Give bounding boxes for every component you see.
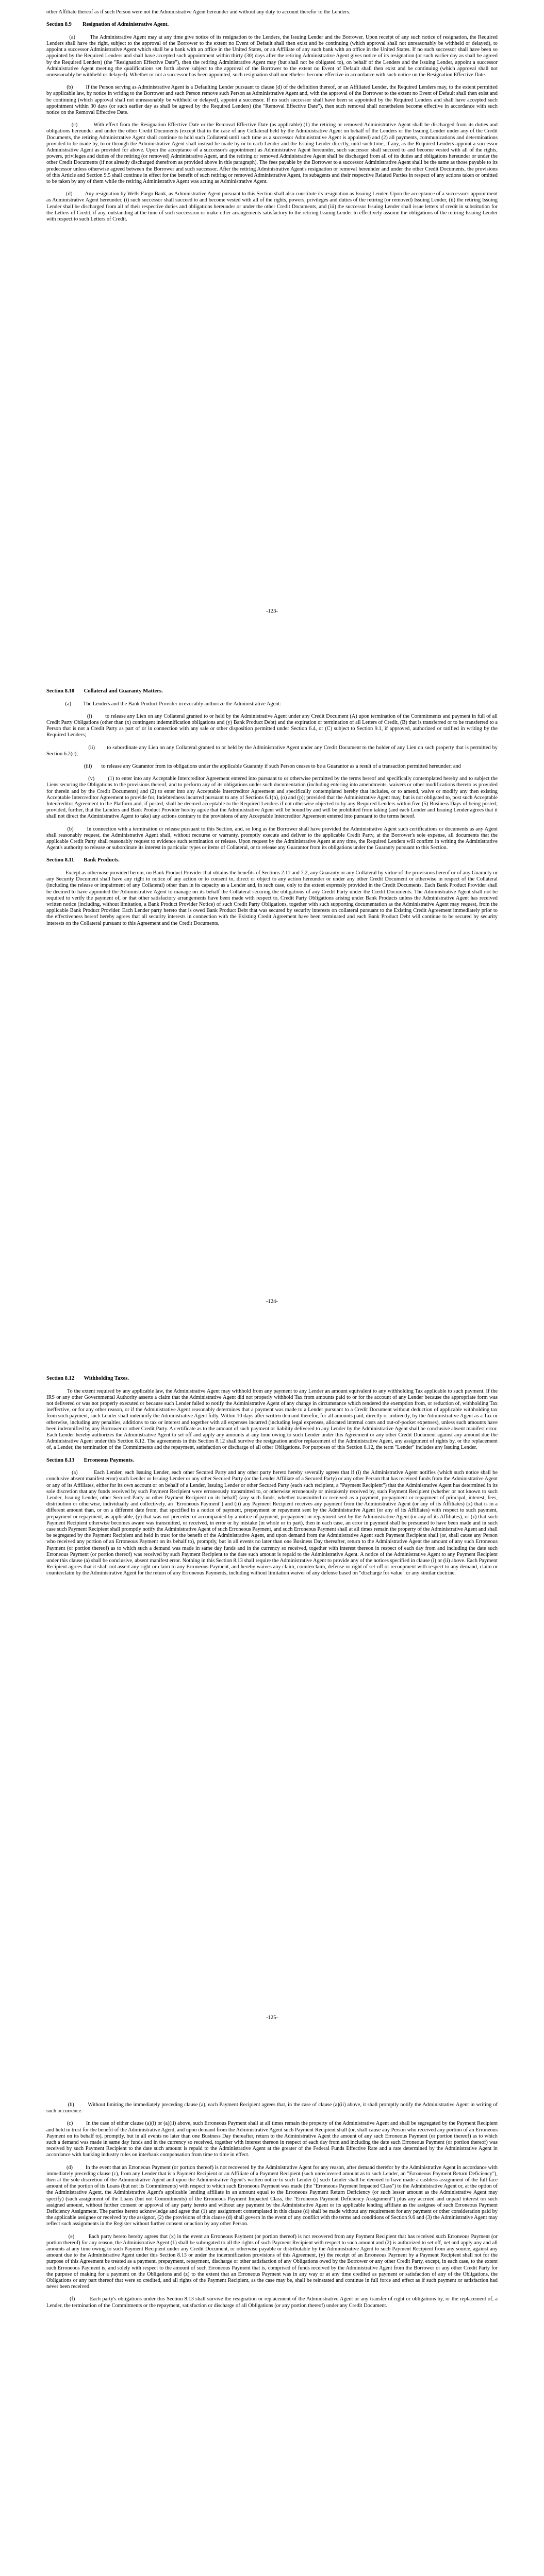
paragraph-8-10-b: (b) In connection with a termination or release pursuant to this Section, and, so long as the Borrower shall have provided the Administrative Agent such certifications or documents as any Agent shall reasonably request, the Administrative Agent shall, without recourse or warranty, promptly execute and deliver to the applicable Credit Party, at the Borrower's sole expense, all documents that the applicable Credit Party shall reasonably request to evidence such termination or release. Upon request by the Administrative Agent at any time, the Required Lenders will confirm in writing the Administrative Agent's authority to release or subordinate its interest in particular types or items of Collateral, or to release any Guarantor from its obligations under the Guaranty pursuant to this Section. [46,826,499,851]
page-2 [0,670,544,1350]
paragraph-8-13-e: (e) Each party hereto hereby agrees that (x) in the event an Erroneous Payment (or portion thereof) is not recovered from any Payment Recipient that has received such Erroneous Payment (or portion thereof) for any reason, the Administrative Agent (1) shall be subrogated to all the rights of such Payment Recipient with respect to such amount and (2) is authorized to set off, net and apply any and all amounts at any time owing to such Payment Recipient under any Credit Document, or otherwise payable or distributable by the Administrative Agent to such Payment Recipient from any source, against any amount due to the Administrative Agent under this Section 8.13 or under the indemnification provisions of this Agreement, (y) the receipt of an Erroneous Payment by a Payment Recipient shall not for the purpose of this Agreement be treated as a payment, prepayment, repayment, discharge or other satisfaction of any Obligations owed by the Borrower or any other Credit Party, except, in each case, to the extent such Erroneous Payment is, and solely with respect to the amount of such Erroneous Payment that is, comprised of funds received by the Administrative Agent from the Borrower or any other Credit Party for the purpose of making for a payment on the Obligations and (z) to the extent that an Erroneous Payment was in any way or at any time credited as payment or satisfaction of any of the Obligations, the Obligations or any part thereof that were so credited, and all rights of the Payment Recipient, as the case may be, shall be reinstated and continue in full force and effect as if such payment or satisfaction had never been received. [46,2233,499,2290]
paragraph-8-10-a-v: (v) (1) to enter into any Acceptable Intercreditor Agreement entered into pursuant to or otherwise permitted by the terms hereof and specifically contemplated hereby and to subject the Liens securing the Obligations to the provisions thereof, and to perform any of its obligations under such documentation (including entering into amendments, waivers or other modifications thereto as provided for therein and by the Credit Documents) and (2) to enter into any Acceptable Intercreditor Agreement and specifically contemplated hereby that includes, or to amend, waive or modify any then existing Acceptable Intercreditor Agreement to provide for, Indebtedness incurred pursuant to any of Sections 6.1(n), (o) and (p); provided that the Administrative Agent may, but is not obligated to, post such Acceptable Intercreditor Agreement to the Platform and, if posted, shall be deemed acceptable to the Required Lenders if not otherwise objected to by any Required Lenders within five (5) Business Days of being posted; provided, further, that the Lenders and Bank Product Provider hereby agree that the Administrative Agent will be bound by and will be prohibited from taking (and each Lender and Issuing Lender agrees that it shall not direct the Administrative Agent to take) any actions contrary to the provisions of any Acceptable Intercreditor Agreement entered into pursuant to the terms hereof. [46,776,499,820]
paragraph-8-13-a: (a) Each Lender, each Issuing Lender, each other Secured Party and any other party hereto hereby severally agrees that if (i) the Administrative Agent notifies (which such notice shall be conclusive absent manifest error) such Lender or Issuing Lender or any other Secured Party (or the Lender Affiliate of a Secured Party) or any other Person that has received funds from the Administrative Agent or any of its Affiliates, either for its own account or on behalf of a Lender, Issuing Lender or other Secured Party (each such recipient, a "Payment Recipient") that the Administrative Agent has determined in its sole discretion that any funds received by such Payment Recipient were erroneously transmitted to, or otherwise erroneously or mistakenly received by, such Payment Recipient (whether or not known to such Lender, Issuing Lender, other Secured Party or other Payment Recipient on its behalf) (any such funds, whether transmitted or received as a payment, prepayment or repayment of principal, interest, fees, distribution or otherwise, individually and collectively, an "Erroneous Payment") and (ii) any Payment Recipient receives any payment from the Administrative Agent (or any of its Affiliates) (x) that is in a different amount than, or on a different date from, that specified in a notice of payment, prepayment or repayment sent by the Administrative Agent (or any of its Affiliates) with respect to such payment, prepayment or repayment, as applicable, (y) that was not preceded or accompanied by a notice of payment, prepayment or repayment sent by the Administrative Agent (or any of its Affiliates), or (z) that such Payment Recipient otherwise becomes aware was transmitted, or received, in error or by mistake (in whole or in part), then in each case, an error in payment shall be presumed to have been made and in such case such Payment Recipient shall promptly notify the Administrative Agent of such Erroneous Payment, and such Erroneous Payment shall at all times remain the property of the Administrative Agent and shall be segregated by the Payment Recipient and held in trust for the benefit of the Administrative Agent, and upon demand from the Administrative Agent such Payment Recipient shall (or, shall cause any Person who received any portion of an Erroneous Payment on its behalf to), promptly, but in all events no later than one Business Day thereafter, return to the Administrative Agent the amount of any such Erroneous Payment (or portion thereof) as to which such a demand was made in same day funds and in the currency so received, together with interest thereon in respect of each day from and including the date such Erroneous Payment (or portion thereof) was received by such Payment Recipient to the date such amount is repaid to the Administrative Agent. A notice of the Administrative Agent to any Payment Recipient under this clause (a) shall be conclusive, absent manifest error. Nothing in this Section 8.13 shall require the Administrative Agent to provide any of the notices specified in clause (i) or (ii) above. Each Payment Recipient agrees that it shall not assert any right or claim to any Erroneous Payment, and hereby waives any claim, counterclaim, defense or right of set-off or recoupment with respect to any demand, claim or counterclaim by the Administrative Agent for the return of any Erroneous Payments, including without limitation waiver of any defense based on "discharge for value" or any similar doctrine. [46,1470,499,1577]
section-8-10-heading: Section 8.10 Collateral and Guaranty Matters. [46,688,163,694]
paragraph-8-10-a: (a) The Lenders and the Bank Product Provider irrevocably authorize the Administrative Agent: [46,701,282,707]
paragraph-8-13-d: (d) In the event that an Erroneous Payment (or portion thereof) is not recovered by the Administrative Agent for any reason, after demand therefor by the Administrative Agent in accordance with immediately preceding clause (c), from any Lender that is a Payment Recipient or an Affiliate of a Payment Recipient (such unrecovered amount as to such Lender, an "Erroneous Payment Return Deficiency"), then at the sole discretion of the Administrative Agent and upon the Administrative Agent's written notice to such Lender (i) such Lender shall be deemed to have made a cashless assignment of the full face amount of the portion of its Loans (but not its Commitments) with respect to which such Erroneous Payment was made (the "Erroneous Payment Impacted Class") to the Administrative Agent or, at the option of the Administrative Agent, the Administrative Agent's applicable lending affiliate in an amount equal to the Erroneous Payment Return Deficiency (or such lesser amount as the Administrative Agent may specify) (such assignment of the Loans (but not Commitments) of the Erroneous Payment Impacted Class, the "Erroneous Payment Deficiency Assignment") plus any accrued and unpaid interest on such assigned amount, without further consent or approval of any party hereto and without any payment by the Administrative Agent or its applicable lending affiliate as the assignee of such Erroneous Payment Deficiency Assignment. The parties hereto acknowledge and agree that (1) any assignment contemplated in this clause (d) shall be made without any requirement for any payment or other consideration paid by the applicable assignee or received by the assignor, (2) the provisions of this clause (d) shall govern in the event of any conflict with the terms and conditions of Section 9.6 and (3) the Administrative Agent may reflect such assignments in the Register without further consent or action by any other Person. [46,2164,499,2227]
paragraph-8-13-f: (f) Each party's obligations under this Section 8.13 shall survive the resignation or replacement of the Administrative Agent or any transfer of right or obligations by, or the replacement of, a Lender, the termination of the Commitments or the repayment, satisfaction or discharge of all Obligations (or any portion thereof) under any Credit Document. [46,2296,499,2309]
section-8-11-heading: Section 8.11 Bank Products. [46,857,120,863]
page-4 [0,2071,544,2576]
section-8-9-heading: Section 8.9 Resignation of Administrative Agent. [46,22,169,28]
page-number: -124- [266,1299,278,1304]
paragraph-8-13-c: (c) In the case of either clause (a)(i) or (a)(ii) above, such Erroneous Payment shall at all times remain the property of the Administrative Agent and shall be segregated by the Payment Recipient and held in trust for the benefit of the Administrative Agent, and upon demand from the Administrative Agent such Payment Recipient shall (or, shall cause any Person who received any portion of an Erroneous Payment on its behalf to), promptly, but in all events no later than one Business Day thereafter, return to the Administrative Agent the amount of any such Erroneous Payment (or portion thereof) as to which such a demand was made in same day funds and in the currency so received, together with interest thereon in respect of each day from and including the date such Erroneous Payment (or portion thereof) was received by such Payment Recipient to the date such amount is repaid to the Administrative Agent at the greater of the Federal Funds Effective Rate and a rate determined by the Administrative Agent in accordance with banking industry rules on interbank compensation from time to time in effect. [46,2121,499,2158]
paragraph-8-12: To the extent required by any applicable law, the Administrative Agent may withhold from any payment to any Lender an amount equivalent to any withholding Tax applicable to such payment. If the IRS or any other Governmental Authority asserts a claim that the Administrative Agent did not properly withhold Tax from amounts paid to or for the account of any Lender because the appropriate form was not delivered or was not properly executed or because such Lender failed to notify the Administrative Agent of any change in circumstance which rendered the exemption from, or reduction of, withholding Tax ineffective, or for any other reason, or if the Administrative Agent reasonably determines that a payment was made to a Lender pursuant to a Credit Document without deduction of applicable withholding tax from such payment, such Lender shall indemnify the Administrative Agent fully. Within 10 days after written demand therefor, for all amounts paid, directly or indirectly, by the Administrative Agent as a Tax or otherwise, including any penalties, additions to tax or interest and together with all expenses incurred (including legal expenses, allocated internal costs and out-of-pocket expenses), unless such amounts have been indemnified by any Borrower or other Credit Party. A certificate as to the amount of such payment or liability delivered to any Lender by the Administrative Agent shall be conclusive absent manifest error. Each Lender hereby authorizes the Administrative Agent to set off and apply any amounts at any time owing to such Lender under this Agreement or any other Credit Document against any amount due the Administrative Agent under this Section 8.12. The agreements in this Section 8.12 shall survive the resignation and/or replacement of the Administrative Agent, any assignment of rights by, or the replacement of, a Lender, the termination of the Commitments and the repayment, satisfaction or discharge of all other Obligations. For purposes of this Section 8.12, the term "Lender" includes any Issuing Lender. [46,1388,499,1451]
page-number: -125- [266,2015,278,2021]
paragraph-8-10-a-i: (i) to release any Lien on any Collateral granted to or held by the Administrative Agent under any Credit Document (A) upon termination of the Commitments and payment in full of all Credit Party Obligations (other than (x) contingent indemnification obligations and (y) Bank Product Debt) and the expiration or termination of all Letters of Credit, (B) that is transferred or to be transferred to a Person that is not a Credit Party as part of or in connection with any sale or other disposition permitted under Section 6.4, or (C) subject to Section 9.1, if approved, authorized or ratified in writing by the Required Lenders; [46,713,499,738]
paragraph-8-11: Except as otherwise provided herein, no Bank Product Provider that obtains the benefits of Sections 2.11 and 7.2, any Guaranty or any Collateral by virtue of the provisions hereof or of any Guaranty or any Security Document shall have any right to notice of any action or to consent to, direct or object to any action hereunder or under any other Credit Document or otherwise in respect of the Collateral (including the release or impairment of any Collateral) other than in its capacity as a Lender and, in such case, only to the extent expressly provided in the Credit Documents. Each Bank Product Provider shall be deemed to have appointed the Administrative Agent to manage on its behalf the Collateral securing the obligations of any Credit Party under the Credit Documents. The Administrative Agent shall not be required to verify the payment of, or that other satisfactory arrangements have been made with respect to, Credit Party Obligations arising under Bank Products unless the Administrative Agent has received written notice (including, without limitation, a Bank Product Provider Notice) of such Credit Party Obligations, together with such supporting documentation as the Administrative Agent may request, from the applicable Bank Product Provider. Each Lender party hereto that is owed Bank Product Debt that was secured by security interests on collateral pursuant to the Existing Credit Agreement immediately prior to the effectiveness hereof hereby agrees that all security interests in connection with the Existing Credit Agreement have been terminated and each Bank Product Debt will continue to be secured by security interests on the Collateral pursuant to this Agreement and the Credit Documents. [46,870,499,926]
paragraph-8-9-a: (a) The Administrative Agent may at any time give notice of its resignation to the Lenders, the Issuing Lender and the Borrower. Upon receipt of any such notice of resignation, the Required Lenders shall have the right, subject to the approval of the Borrower to the extent no Event of Default shall then exist and be continuing (which approval shall not unreasonably be withheld or delayed), to appoint a successor Administrative Agent which shall be a bank with an office in the United States, or an Affiliate of any such bank with an office in the United States. If no such successor shall have been so appointed by the Required Lenders and shall have accepted such appointment within thirty (30) days after the retiring Administrative Agent gives notice of its resignation (or such earlier day as shall be agreed by the Required Lenders) (the "Resignation Effective Date"), then the retiring Administrative Agent may (but shall not be obligated to), on behalf of the Lenders and the Issuing Lender, appoint a successor Administrative Agent meeting the qualifications set forth above subject to the approval of the Borrower to the extent no Event of Default shall then exist and be continuing (which approval shall not unreasonably be withheld or delayed). Whether or not a successor has been appointed, such resignation shall nonetheless become effective in accordance with such notice on the Resignation Effective Date. [46,34,499,78]
page-3 [0,1350,544,2071]
page-number: -123- [266,608,278,614]
paragraph-8-13-b: (b) Without limiting the immediately preceding clause (a), each Payment Recipient agrees that, in the case of clause (a)(ii) above, it shall promptly notify the Administrative Agent in writing of such occurrence. [46,2102,499,2114]
paragraph-8-9-c: (c) With effect from the Resignation Effective Date or the Removal Effective Date (as applicable) (1) the retiring or removed Administrative Agent shall be discharged from its duties and obligations hereunder and under the other Credit Documents (except that in the case of any Collateral held by the Administrative Agent on behalf of the Lenders or the Issuing Lender under any of the Credit Documents, the retiring Administrative Agent shall continue to hold such Collateral until such time as a successor Administrative Agent is appointed) and (2) all payments, communications and determinations provided to be made by, to or through the Administrative Agent shall instead be made by or to each Lender and the Issuing Lender directly, until such time, if any, as the Required Lenders appoint a successor Administrative Agent as provided for above. Upon the acceptance of a successor's appointment as Administrative Agent hereunder, such successor shall succeed to and become vested with all of the rights, powers, privileges and duties of the retiring (or removed) Administrative Agent, and the retiring or removed Administrative Agent shall be discharged from all of its duties and obligations hereunder or under the other Credit Documents (if not already discharged therefrom as provided above in this paragraph). The fees payable by the Borrower to a successor Administrative Agent shall be the same as those payable to its predecessor unless otherwise agreed between the Borrower and such successor. After the retiring Administrative Agent's resignation or removal hereunder and under the other Credit Documents, the provisions of this Article and Section 9.5 shall continue in effect for the benefit of such retiring or removed Administrative Agent, its subagents and their respective Related Parties in respect of any actions taken or omitted to be taken by any of them while the retiring Administrative Agent was acting as Administrative Agent. [46,122,499,185]
paragraph-8-10-a-ii: (ii) to subordinate any Lien on any Collateral granted to or held by the Administrative Agent under any Credit Document to the holder of any Lien on such property that is permitted by Section 6.2(c); [46,744,499,757]
paragraph-8-9-b: (b) If the Person serving as Administrative Agent is a Defaulting Lender pursuant to clause (d) of the definition thereof, or an Affiliated Lender, the Required Lenders may, to the extent permitted by applicable law, by notice in writing to the Borrower and such Person remove such Person as Administrative Agent and, with the approval of the Borrower to the extent no Event of Default shall then exist and be continuing (which approval shall not unreasonably be withheld or delayed), appoint a successor. If no such successor shall have been so appointed by the Required Lenders and shall have accepted such appointment within 30 days (or such earlier day as shall be agreed by the Required Lenders) (the "Removal Effective Date"), then such removal shall nonetheless become effective in accordance with such notice on the Removal Effective Date. [46,84,499,116]
section-8-13-heading: Section 8.13 Erroneous Payments. [46,1457,134,1463]
paragraph-8-9-d: (d) Any resignation by Wells Fargo Bank, as Administrative Agent pursuant to this Section shall also constitute its resignation as Issuing Lender. Upon the acceptance of a successor's appointment as Administrative Agent hereunder, (i) such successor shall succeed to and become vested with all of the rights, powers, privileges and duties of the retiring (or removed) Issuing Lender, (ii) the retiring Issuing Lender shall be discharged from all of their respective duties and obligations hereunder or under the other Credit Documents, and (iii) the successor Issuing Lender shall issue letters of credit in substitution for the Letters of Credit, if any, outstanding at the time of such succession or make other arrangements satisfactory to the retiring Issuing Lender to effectively assume the obligations of the retiring Issuing Lender with respect to such Letters of Credit. [46,191,499,223]
page-1 [0,0,544,670]
paragraph-8-10-a-iii: (iii) to release any Guarantor from its obligations under the applicable Guaranty if such Person ceases to be a Guarantor as a result of a transaction permitted hereunder; and [46,764,461,770]
carry-over-paragraph: other Affiliate thereof as if such Person were not the Administrative Agent hereunder and without any duty to account therefor to the Lenders. [46,9,351,15]
section-8-12-heading: Section 8.12 Withholding Taxes. [46,1376,129,1381]
